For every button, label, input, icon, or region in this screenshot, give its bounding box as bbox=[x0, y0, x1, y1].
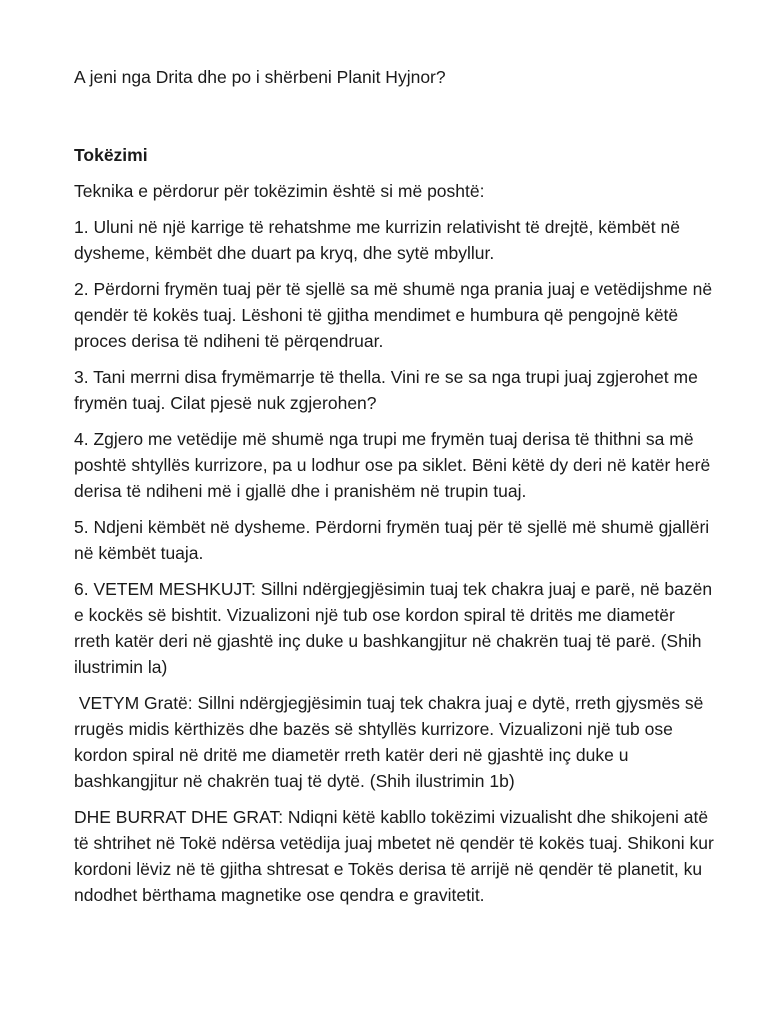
step-4-paragraph: 4. Zgjero me vetëdije më shumë nga trupi me frymën tuaj derisa të thithni sa më poshtë shtyllës kurrizore, pa u lodhur ose pa siklet. Bëni këtë dy deri në katër herë derisa të ndiheni më i gjallë dhe i pranishëm në trupin tuaj. bbox=[74, 429, 711, 501]
step-5-paragraph: 5. Ndjeni këmbët në dysheme. Përdorni frymën tuaj për të sjellë më shumë gjallëri në këmbët tuaja. bbox=[74, 517, 710, 563]
document-title: A jeni nga Drita dhe po i shërbeni Planit Hyjnor? bbox=[74, 67, 446, 87]
document-page bbox=[74, 64, 714, 918]
men-and-women-paragraph: DHE BURRAT DHE GRAT: Ndiqni këtë kabllo tokëzimi vizualisht dhe shikojeni atë të shtrihet në Tokë ndërsa vetëdija juaj mbetet në qendër të kokës tuaj. Shikoni kur kordoni lëviz në të gjitha shtresat e Tokës derisa të arrijë në qendër të planetit, ku ndodhet bërthama magnetike ose qendra e gravitetit. bbox=[74, 807, 714, 905]
step-1-paragraph: 1. Uluni në një karrige të rehatshme me kurrizin relativisht të drejtë, këmbët në dysheme, këmbët dhe duart pa kryq, dhe sytë mbyllur. bbox=[74, 217, 680, 263]
step-6-women-paragraph: VETYM Gratë: Sillni ndërgjegjësimin tuaj tek chakra juaj e dytë, rreth gjysmës së rrugës midis kërthizës dhe bazës së shtyllës kurrizore. Vizualizoni një tub ose kordon spiral në dritë me diametër rreth katër deri në gjashtë inç duke u bashkangjitur në chakrën tuaj të dytë. (Shih ilustrimin 1b) bbox=[74, 693, 709, 791]
step-6-men-paragraph: 6. VETEM MESHKUJT: Sillni ndërgjegjësimin tuaj tek chakra juaj e parë, në bazën e kockës së bishtit. Vizualizoni një tub ose kordon spiral të dritës me diametër rreth katër deri në gjashtë inç duke u bashkangjitur në chakrën tuaj të parë. (Shih ilustrimin la) bbox=[74, 579, 713, 677]
step-3-paragraph: 3. Tani merrni disa frymëmarrje të thella. Vini re se sa nga trupi juaj zgjerohet me frymën tuaj. Cilat pjesë nuk zgjerohen? bbox=[74, 367, 698, 413]
section-heading: Tokëzimi bbox=[74, 145, 148, 165]
intro-paragraph: Teknika e përdorur për tokëzimin është si më poshtë: bbox=[74, 181, 485, 201]
step-2-paragraph: 2. Përdorni frymën tuaj për të sjellë sa më shumë nga prania juaj e vetëdijshme në qendër të kokës tuaj. Lëshoni të gjitha mendimet e humbura që pengojnë këtë proces derisa të ndiheni të përqendruar. bbox=[74, 279, 713, 351]
